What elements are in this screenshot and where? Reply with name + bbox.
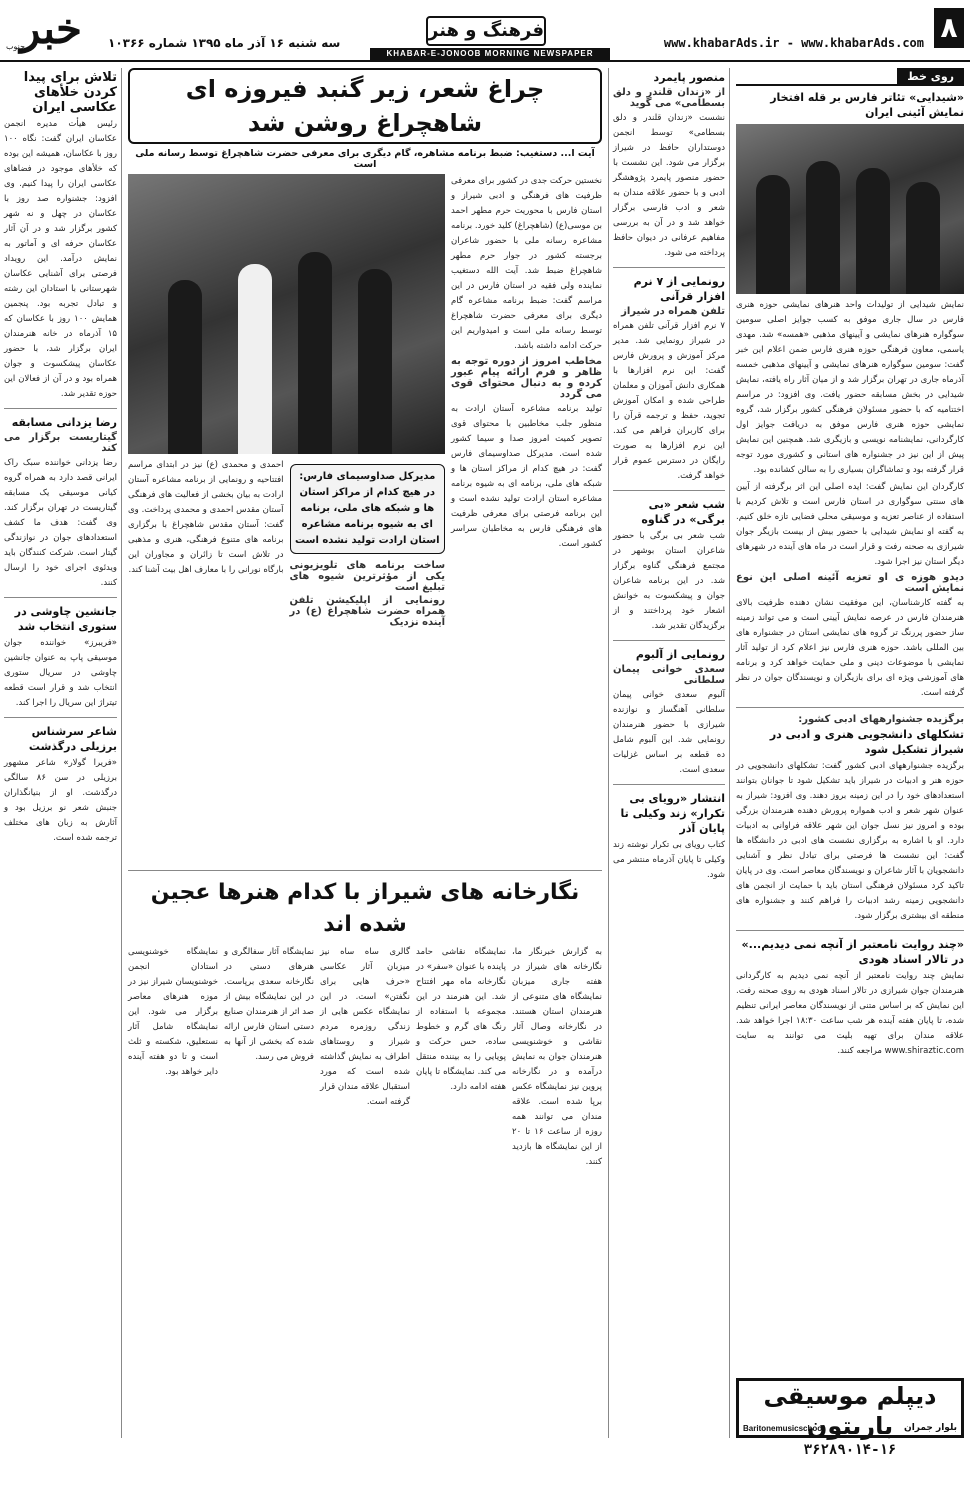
logo-subtitle: جنوب <box>6 42 26 51</box>
divider <box>613 490 725 491</box>
person-figure <box>358 269 392 454</box>
left-column <box>4 68 122 1438</box>
brief-title: رونمایی از آلبوم <box>635 648 725 661</box>
story-text: تولید برنامه مشاعره آستان ارادت به منظور جلب مخاطبین با محتوای قوی تصویر کمیت امروز صدا و سیما کشور شده است. مدیرکل صداوسیمای فارس گفت: در هیچ کدام از مراکز استان ها و شبکه های ملی، برنامه ای به شیوه برنامه مشاعره استان ارادت تولید نشده است و این برنامه فرصتی برای معرفی ظرفیت های فرهنگی فارس به مخاطبان سراسر کشور است. <box>451 404 602 549</box>
brief-news-column <box>608 68 730 1438</box>
story-subcolumn <box>290 458 446 630</box>
article-subhead: دیدو هوزه ی او تعزیه آئینه اصلی این نوع نمایش است <box>736 572 964 594</box>
left-body: «فریرا گولار» شاعر مشهور برزیلی در سن ۸۶ سالگی درگذشت. او از بنیانگذاران جنبش شعر نو برزیل بود و آثارش به زبان های مختلف ترجمه شده است. <box>4 758 117 843</box>
brief-subtitle: تلفن همراه در شیراز <box>621 306 725 317</box>
brief-body: کتاب رویای بی تکرار نوشته زند وکیلی تا پایان آذرماه منتشر می شود. <box>613 840 725 880</box>
site-url[interactable]: www.khabarAds.ir - www.khabarAds.com <box>663 36 924 50</box>
gallery-text: به گزارش خبرنگار ما، نگارخانه های شیراز در هفته جاری میزبان نمایشگاه های متنوعی از هنرمندان استان هستند. در نگارخانه وصال آثار نقاشی و خوشنویسی هنرمندان جوان به نمایش درآمده و در نگارخانه پروین نیز نمایشگاه عکس برپا شده است. علاقه مندان می توانند همه روزه از ساعت ۱۶ تا ۲۰ از این نمایشگاه ها بازدید کنند. <box>512 947 602 1167</box>
second-headline: نگارخانه های شیراز با کدام هنرها عجین شده اند <box>150 880 580 937</box>
person-figure <box>906 182 940 294</box>
cleric-figure <box>238 264 272 454</box>
article-body: نمایش چند روایت نامعتبر از آنچه نمی دیدیم به کارگردانی هنرمندان جوان شیرازی در تالار اسناد هودی به روی صحنه رفت. این نمایش که بر اساس متنی از نویسندگان معاصر ایرانی تنظیم شده، تا پایان هفته آینده هر شب ساعت ۱۸:۳۰ اجرا خواهد شد. علاقه مندان برای تهیه بلیت می توانند به سایت www.shiraztic.com مراجعه کنند. <box>736 971 964 1056</box>
section-title: فرهنگ و هنر <box>426 16 546 46</box>
ad-phone: ۳۶۲۸۹۰۱۴-۱۶ <box>803 1442 897 1458</box>
article-title: تشکلهای دانشجویی هنری و ادبی در شیراز تشکیل شود <box>769 728 964 756</box>
left-title: جانشین چاوشی در ستوری انتخاب شد <box>14 605 117 633</box>
main-lead: آیت ا... دستغیب: ضبط برنامه مشاهره، گام دیگری برای معرفی حضرت شاهچراغ توسط رسانه ملی است <box>135 148 595 170</box>
left-title: تلاش برای پیدا کردن خلأهای عکاسی ایران <box>23 70 117 115</box>
story-column <box>451 174 602 864</box>
masthead-english: KHABAR-E-JONOOB MORNING NEWSPAPER <box>370 48 610 60</box>
person-figure <box>806 161 840 294</box>
gallery-column <box>512 945 602 1505</box>
divider <box>128 870 602 871</box>
left-title: رضا یزدانی مسابقه <box>11 416 117 429</box>
galleries-story-body <box>128 945 602 1505</box>
article-body: کارگردان این نمایش گفت: ایده اصلی این اثر برگرفته از آیین های سنتی سوگواری در استان فارس است و تلاش کردیم با استفاده از عناصر تعزیه و موسیقی محلی فضایی تازه خلق کنیم. به گفته او نمایش شیدایی با حضور بیش از بیست بازیگر جوان شیرازی به صحنه رفت و قرار است در ماه های آینده در شهرهای دیگر استان نیز اجرا شود. <box>736 482 964 567</box>
divider <box>4 717 117 718</box>
ad-title: دیپلم موسیقی باریتون <box>763 1382 937 1440</box>
ad-instagram: Baritonemusicschool <box>743 1424 825 1433</box>
divider <box>613 784 725 785</box>
story-subcolumn <box>128 458 284 630</box>
divider <box>736 707 964 708</box>
story-subhead: ساخت برنامه های تلویزیونی یکی از مؤثرترین شیوه های تبلیغ است <box>289 560 446 593</box>
left-subtitle: گیتاریست برگزار می کند <box>4 432 117 454</box>
main-story-body <box>128 174 602 864</box>
story-text: احمدی و محمدی (ع) نیز در ابتدای مراسم افتتاحیه و رونمایی از برنامه مشاعره آستان ارادت به بیان بخشی از فعالیت های فرهنگی آستان مقدس احمدی و محمدی پرداخت. وی گفت: آستان مقدس شاهچراغ با برگزاری برنامه های متنوع فرهنگی، هنری و مذهبی در تلاش است تا زائران و مجاوران این بارگاه نورانی را با معارف اهل بیت آشنا کند. <box>128 460 284 575</box>
divider <box>4 597 117 598</box>
brief-subtitle: از «زندان قلندر و دلق بسطامی» می گوید <box>613 87 725 109</box>
section-tag-bar <box>736 68 964 86</box>
left-body: «فریبرز» خواننده جوان موسیقی پاپ به عنوان جانشین چاوشی در سریال ستوری انتخاب شد و قرار است قطعه تیتراژ این سریال را اجرا کند. <box>4 638 117 708</box>
gallery-column <box>416 945 506 1505</box>
gallery-text: نمایشگاه خوشنویسی استادان انجمن خوشنویسان شیراز نیز در موزه هنرهای معاصر برگزار می شود. این نمایشگاه شامل آثار نستعلیق، شکسته و ثلث است و تا دو هفته آینده دایر خواهد بود. <box>128 947 218 1077</box>
brief-title: انتشار «رویای بی تکرار» زند وکیلی تا پایان آذر <box>620 792 725 835</box>
main-story-column <box>128 68 602 1438</box>
divider <box>736 930 964 931</box>
person-figure <box>756 175 790 294</box>
page-number: ۸ <box>934 8 964 48</box>
section-tag: روی خط <box>897 68 964 86</box>
page-header <box>0 0 970 62</box>
story-text: نخستین حرکت جدی در کشور برای معرفی ظرفیت های فرهنگی و ادبی شیراز و استان فارس با محوریت حرم مطهر احمد بن موسی(ع) (شاهچراغ) کلید خورد. برنامه مشاعره رسانه ملی با حضور شاعران برجسته کشور در جوار حرم مطهر شاهچراغ ضبط شد. آیت الله دستغیب نماینده ولی فقیه در استان فارس در این مراسم گفت: ضبط برنامه مشاعره گام دیگری برای معرفی حضرت شاهچراغ توسط رسانه ملی است و امیدواریم این حرکت ادامه داشته باشد. <box>451 176 602 351</box>
gallery-text: نمایشگاه آثار سفالگری و هنرهای دستی در نگارخانه سعدی برپاست. در این نمایشگاه بیش از صد اثر از هنرمندان صنایع دستی استان فارس ارائه شده که بخشی از آنها به فروش می رسد. <box>224 947 314 1062</box>
divider <box>613 640 725 641</box>
brief-body: نشست «زندان قلندر و دلق بسطامی» توسط انجمن دوستداران حافظ در شیراز برگزار می شود. این نشست با حضور منصور پایمرد پژوهشگر ادبی و با حضور علاقه مندان به شعر و ادب فارسی برگزار خواهد شد و در آن به بررسی مفاهیم عرفانی در دیوان حافظ پرداخته می شود. <box>613 113 725 258</box>
news-photo <box>736 124 964 294</box>
divider <box>613 267 725 268</box>
article-body: برگزیده جشنوارههای ادبی کشور گفت: تشکلهای دانشجویی در حوزه هنر و ادبیات در شیراز باید تشکیل شود تا جوانان بتوانند استعدادهای خود را در این زمینه بروز دهند. وی افزود: شیراز به عنوان شهر شعر و ادب همواره پرورش دهنده هنرمندان بزرگی بوده و امروز نیز نسل جوان این شهر علاقه فراوانی به ادبیات دارد. او با اشاره به برگزاری نشست های ادبی در دانشگاه ها گفت: این نشست ها فرصتی برای تبادل نظر و آشنایی دانشجویان با آثار شاعران و نویسندگان معاصر است. وی در پایان تاکید کرد مسئولان فرهنگی استان باید با حمایت از انجمن های دانشجویی زمینه رشد ادبیات را فراهم کنند و جشنواره های منطقه ای بیشتری برگزار شود. <box>736 761 964 921</box>
left-body: رضا یزدانی خواننده سبک راک ایرانی قصد دارد به همراه گروه کیانی موسیقی یک مسابقه گیتاریست در تهران برگزار کند. وی گفت: هدف ما کشف استعدادهای جوان در نوازندگی گیتار است. شرکت کنندگان باید ویدئوی اجرای خود را ارسال کنند. <box>4 458 117 588</box>
brief-title: رونمایی از ۷ نرم افزار قرآنی <box>633 275 725 303</box>
gallery-column <box>128 945 218 1505</box>
brief-body: ۷ نرم افزار قرآنی تلفن همراه در شیراز رونمایی شد. مدیر مرکز آموزش و پرورش فارس گفت: این نرم افزارها با همکاری دانش آموزان و معلمان طراحی شده و امکان آموزش تجوید، حفظ و ترجمه قرآن را برای کاربران فراهم می کند. این نرم افزارها به صورت رایگان در دسترس عموم قرار خواهد گرفت. <box>613 321 725 481</box>
main-headline: چراغ شعر، زیر گنبد فیروزه ای شاهچراغ روشن شد <box>128 68 602 144</box>
ad-address: بلوار جمران <box>904 1423 957 1433</box>
article-body: نمایش شیدایی از تولیدات واحد هنرهای نمایشی حوزه هنری فارس در سال جاری موفق به کسب جوایز اصلی سومین سوگواره هنرهای نمایشی و آیینهای مذهبی «همسه» شد. مهدی یاسمی، معاون فرهنگی حوزه هنری فارس ضمن اعلام این خبر گفت: سومین سوگواره هنرهای نمایشی و آیینهای مذهبی خمسه آذرماه جاری در تهران برگزار شد و از میان آثار راه یافته، نمایش شیدایی در بخش مسابقه حضور یافت. وی افزود: در مراسم اختتامیه که با حضور مسئولان فرهنگی کشور برگزار شد، گروه نمایشی حوزه هنری فارس موفق به دریافت جوایز اول کارگردانی، نمایشنامه نویسی و بازیگری شد. همچنین این نمایش پیش از این نیز در جشنواره های استانی و کشوری مورد توجه قرار گرفته بود و تماشاگران بسیاری را به سالن کشانده بود. <box>736 300 964 475</box>
divider <box>4 408 117 409</box>
gallery-text: گالری ساه ساه نیز میزبان آثار عکاسی «حرف هایی برای نگفتن» است. در این نمایشگاه عکس هایی از زندگی روزمره مردم شیراز و روستاهای اطراف به نمایش گذاشته شده است که مورد استقبال علاقه مندان قرار گرفته است. <box>320 947 410 1107</box>
pull-quote <box>290 464 446 554</box>
article-title: «چند روایت نامعتبر از آنچه نمی دیدیم...» در تالار اسناد هودی <box>741 938 964 966</box>
gallery-text: نمایشگاه نقاشی حامد پاینده با عنوان «سفر» در نگارخانه ماه مهر افتتاح شد. این هنرمند در این مجموعه با استفاده از رنگ های گرم و خطوط ساده، حس حرکت و پویایی را به بیننده منتقل می کند. نمایشگاه تا پایان هفته ادامه دارد. <box>416 947 506 1092</box>
brief-title: شب شعر «بی برگی» در گناوه <box>641 498 725 526</box>
issue-date: سه شنبه ۱۶ آذر ماه ۱۳۹۵ شماره ۱۰۳۶۶ <box>108 36 341 50</box>
article-kicker: «شیدایی» تئاتر فارس بر قله افتخار نمایش آئینی ایران <box>770 91 964 119</box>
brief-body: شب شعر بی برگی با حضور شاعران استان بوشهر در مجتمع فرهنگی گناوه برگزار شد. در این برنامه شاعران جوان و پیشکسوت به خوانش اشعار خود پرداختند و از برگزیدگان تقدیر شد. <box>613 531 725 631</box>
story-subhead: رونمایی از اپلیکیشن تلفن همراه حضرت شاهچراغ (ع) در آینده نزدیک <box>289 595 446 628</box>
newspaper-logo: خبر <box>20 4 82 53</box>
person-figure <box>298 252 332 454</box>
brief-subtitle: سعدی خوانی پیمان سلطانی <box>613 664 725 686</box>
article-body: به گفته کارشناسان، این موفقیت نشان دهنده ظرفیت بالای هنرمندان فارس در عرصه نمایش آیینی است و می تواند زمینه ساز حضور پررنگ تر گروه های نمایشی استان در جشنواره های بین المللی باشد. حوزه هنری فارس نیز اعلام کرد از تولید آثار نمایشی با موضوعات دینی و ملی حمایت خواهد کرد و برنامه های آموزشی ویژه ای برای بازیگران و نویسندگان جوان در نظر گرفته است. <box>736 598 964 698</box>
story-subhead: مخاطب امروز از دوره توجه به ظاهر و فرم ارائه پیام عبور کرده و به دنبال محتوای قوی می گردد <box>451 356 602 400</box>
article-pre-title: برگزیده جشنوارههای ادبی کشور: <box>798 714 964 725</box>
gallery-column <box>320 945 410 1505</box>
brief-body: آلبوم سعدی خوانی پیمان سلطانی آهنگساز و نوازنده شیرازی با حضور هنرمندان رونمایی شد. این آلبوم شامل ده قطعه بر اساس غزلیات سعدی است. <box>613 690 725 775</box>
person-figure <box>856 168 890 294</box>
quote-head: مدیرکل صداوسیمای فارس: <box>299 471 436 482</box>
story-column-wide <box>128 174 445 864</box>
gallery-column <box>224 945 314 1505</box>
brief-title: منصور پایمرد <box>653 71 725 84</box>
quote-text: در هیچ کدام از مراکز استان ها و شبکه های ملی، برنامه ای به شیوه برنامه مشاعره استان ارادت تولید نشده است <box>295 487 440 546</box>
ceremony-photo <box>128 174 445 454</box>
advertisement[interactable] <box>736 1378 964 1458</box>
left-title: شاعر سرشناس برزیلی درگذشت <box>28 725 117 753</box>
story-subcolumns <box>128 458 445 630</box>
right-column <box>736 68 964 1458</box>
person-figure <box>168 280 202 454</box>
left-body: رئیس هیأت مدیره انجمن عکاسان ایران گفت: نگاه ۱۰۰ روز با عکاسان، همیشه این بوده که خلأهای موجود در فضاهای عکاسی ایران را پیدا کنیم. وی افزود: جشنواره صد روز با عکاسان در چهل و نه شهر کشور برگزار شد و در آن آثار عکاسان حرفه ای و آماتور به نمایش درآمد. این رویداد فرصتی برای آشنایی عکاسان شهرستانی با استادان این رشته و تبادل تجربه بود. پنجمین همایش ۱۰۰ روز با عکاسان که ۱۵ آذرماه در خانه هنرمندان ایران برگزار شد، با حضور عکاسان پیشکسوت و جوان همراه بود و در آن از فعالان این حوزه تقدیر شد. <box>4 119 117 399</box>
